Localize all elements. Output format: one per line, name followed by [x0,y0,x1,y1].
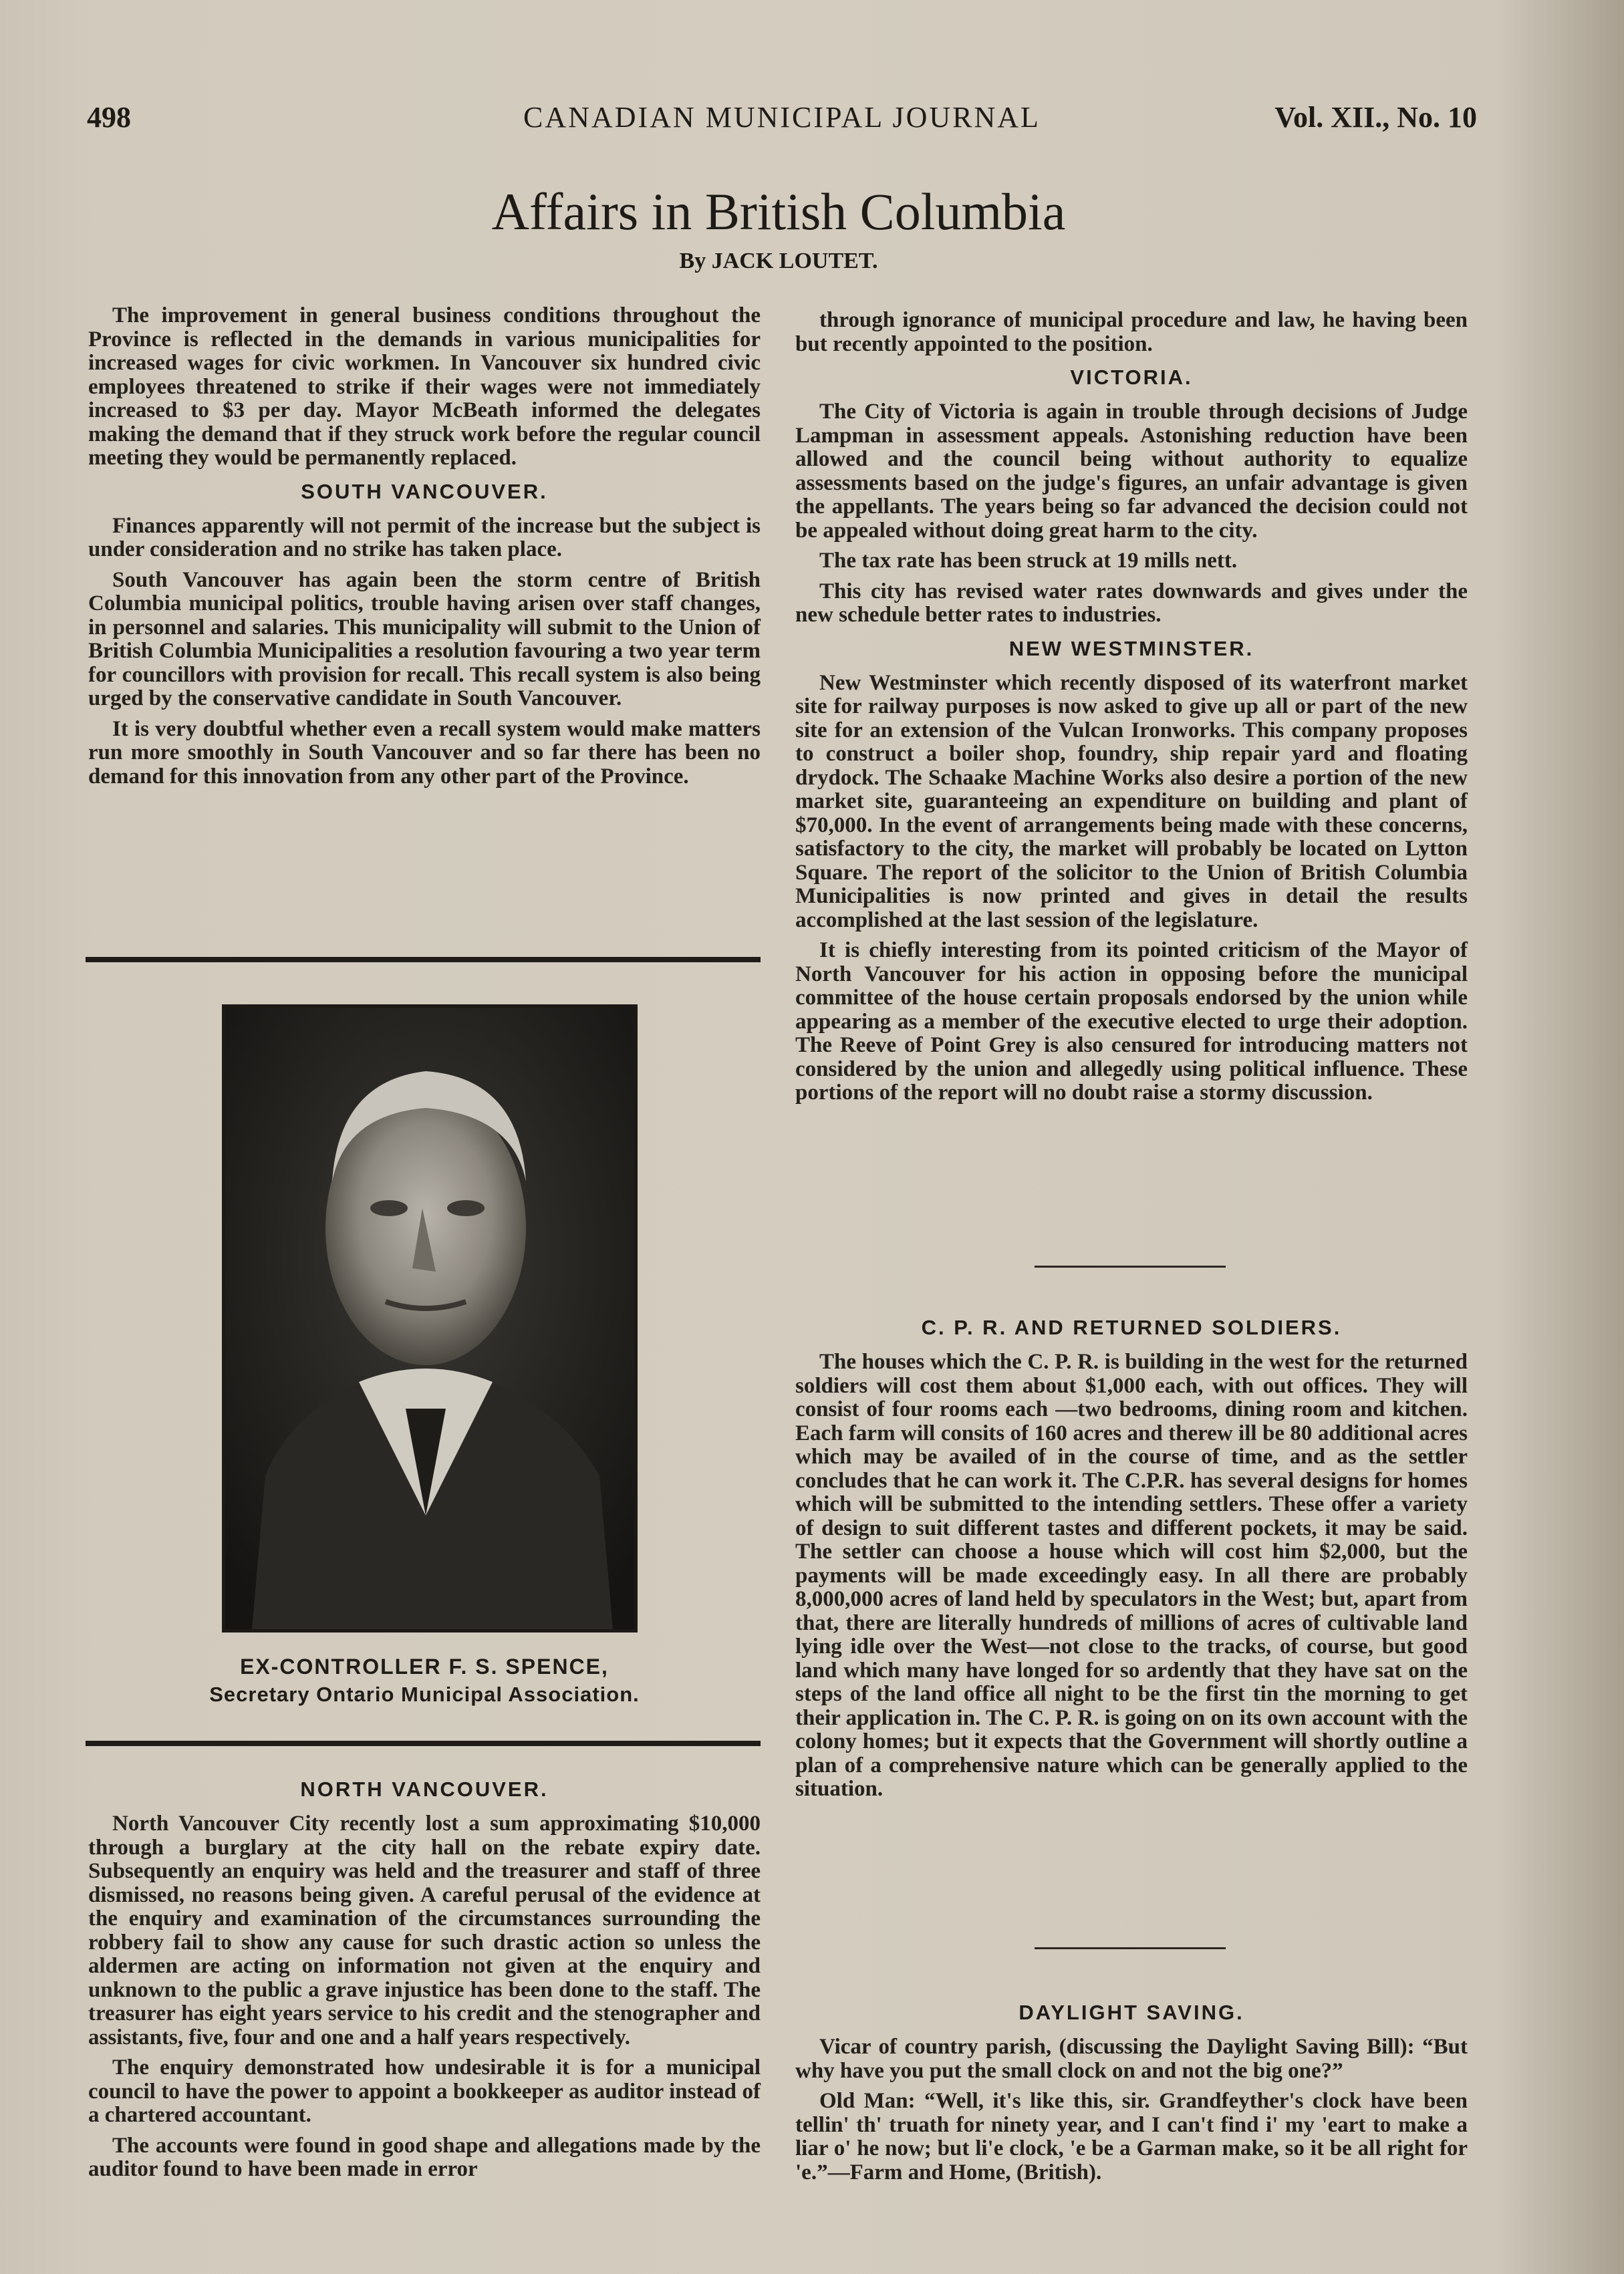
section-heading-victoria: VICTORIA. [1070,366,1193,389]
right-column-cpr [795,1306,1468,1808]
section-divider [86,1741,761,1746]
section-heading-north-vancouver: NORTH VANCOUVER. [300,1778,549,1801]
right-column-daylight [795,1991,1468,2191]
page-header [87,100,1477,147]
paragraph: The accounts were found in good shape and allegations made by the auditor found to have been made in error [88,2133,761,2181]
journal-title: CANADIAN MUNICIPAL JOURNAL [523,101,1041,134]
paragraph: New Westminster which recently disposed of its waterfront market site for railway purposes is now asked to give up all or part of the new site for an extension of the Vulcan Ironworks. This company proposes to construct a boiler shop, foundry, ship repair yard and floating drydock. The Schaake Machine Works also desire a portion of the new market site, guaranteeing an expenditure on building and plant of $70,000. In the event of arrangements being made with these concerns, satisfactory to the city, the market will probably be located on Lytton Square. The report of the solicitor to the Union of British Columbia Municipalities is now printed and gives in detail the results accomplished at the last session of the legislature. [795,670,1468,932]
section-heading-daylight-saving: DAYLIGHT SAVING. [1019,2001,1244,2024]
section-heading-cpr: C. P. R. AND RETURNED SOLDIERS. [921,1316,1342,1339]
section-divider [86,957,761,962]
article-title: Affairs in British Columbia [491,182,1066,241]
paragraph: Old Man: “Well, it's like this, sir. Grandfeyther's clock have been tellin' th' truath for ninety year, and I can't find i' my 'eart to make a liar o' he now; but li'e clock, 'e be a Garman make, so it be all right for 'e.”—Farm and Home, (British). [795,2089,1468,2184]
section-heading-new-westminster: NEW WESTMINSTER. [1008,636,1254,660]
paragraph: North Vancouver City recently lost a sum approximating $10,000 through a burglary at the city hall on the rebate expiry date. Subsequently an enquiry was held and the treasurer and staff of three dismissed, no reasons being given. A careful perusal of the evidence at the enquiry and examination of the circumstances surrounding the robbery fail to show any cause for such drastic action so unless the aldermen are acting on information not given at the enquiry and unknown to the public a grave injustice has been done to the staff. The treasurer has eight years service to his credit and the stenographer and assistants, five, four and one and a half years respectively. [88,1812,761,2049]
paragraph: The houses which the C. P. R. is building in the west for the returned soldiers will cost them about $1,000 each, with out offices. They will consist of four rooms each —two bedrooms, dining room and kitchen. Each farm will consits of 160 acres and therew ill be 80 additional acres which may be availed of in the course of time, and as the settler concludes that he can work it. The C.P.R. has several designs for homes which will be submitted to the intending settlers. These offer a variety of design to suit different tastes and different pockets, it may be said. The settler can choose a house which will cost him $2,000, but the payments will be made exceedingly easy. In all there are probably 8,000,000 acres of land held by speculators in the West; but, apart from that, there are literally hundreds of millions of acres of cultivable land lying idle over the West—not close to the tracks, of course, but good land which many have longed for so ardently that they have sat on the steps of the land office all night to be the first tin the morning to get their application in. The C. P. R. is going on on its own account with the colony homes; but it expects that the Government will shortly outline a plan of a comprehensive nature which can be generally applied to the situation. [795,1350,1468,1801]
continuation-paragraph: through ignorance of municipal procedure and law, he having been but recently appointed to the position. [795,308,1468,356]
page-number: 498 [87,101,131,134]
paragraph: Vicar of country parish, (discussing the Daylight Saving Bill): “But why have you put the small clock on and not the big one?” [795,2035,1468,2083]
paragraph: The tax rate has been struck at 19 mills nett. [819,549,1238,573]
portrait-photo [222,1004,638,1632]
volume-number: Vol. XII., No. 10 [1274,101,1477,134]
paragraph: The enquiry demonstrated how undesirable it is for a municipal council to have the power to appoint a bookkeeper as auditor instead of a chartered accountant. [88,2055,761,2127]
left-column-bottom [88,1768,761,2188]
left-column-top [88,304,761,795]
section-heading-south-vancouver: SOUTH VANCOUVER. [301,479,548,503]
section-divider [1035,1947,1226,1949]
paragraph: It is chiefly interesting from its pointed criticism of the Mayor of North Vancouver for his action in opposing before the municipal committee of the house certain proposals endorsed by the union while appearing as a member of the executive elected to urge their adoption. The Reeve of Point Grey is also censured for introducing matters not considered by the union and allegedly using political influence. These portions of the report will no doubt raise a stormy discussion. [795,938,1468,1105]
photo-caption-name: EX-CONTROLLER F. S. SPENCE, [240,1655,609,1679]
paragraph: South Vancouver has again been the storm centre of British Columbia municipal politics, trouble having arisen over staff changes, in personnel and salaries. This municipality will submit to the Union of British Columbia Municipalities a resolution favouring a two year term for councillors with provision for recall. This recall system is also being urged by the conservative candidate in South Vancouver. [88,567,761,710]
paragraph: Finances apparently will not permit of the increase but the subject is under consideration and no strike has taken place. [88,513,761,561]
paragraph: The City of Victoria is again in trouble through decisions of Judge Lampman in assessment appeals. Astonishing reduction have been allowed and the council being without authority to equalize assessments based on the judge's figures, an unfair advantage is given the appellants. The years being so far advanced the decision could not be appealed without doing great harm to the city. [795,400,1468,543]
right-column-top [795,309,1468,1112]
paragraph: This city has revised water rates downwards and gives under the new schedule better rates to industries. [795,579,1468,627]
paragraph: It is very doubtful whether even a recall system would make matters run more smoothly in South Vancouver and so far there has been no demand for this innovation from any other part of the Province. [88,716,761,789]
photo-caption-title: Secretary Ontario Municipal Association. [209,1683,640,1706]
intro-paragraph: The improvement in general business conditions throughout the Province is reflected in the demands in various municipalities for increased wages for civic workmen. In Vancouver six hundred civic employees threatened to strike if their wages were not immediately increased to $3 per day. Mayor McBeath informed the delegates making the demand that if they struck work before the regular council meeting they would be permanently replaced. [88,303,761,470]
article-byline: By JACK LOUTET. [679,249,878,273]
section-divider [1035,1266,1226,1268]
portrait-figure [225,1008,634,1629]
